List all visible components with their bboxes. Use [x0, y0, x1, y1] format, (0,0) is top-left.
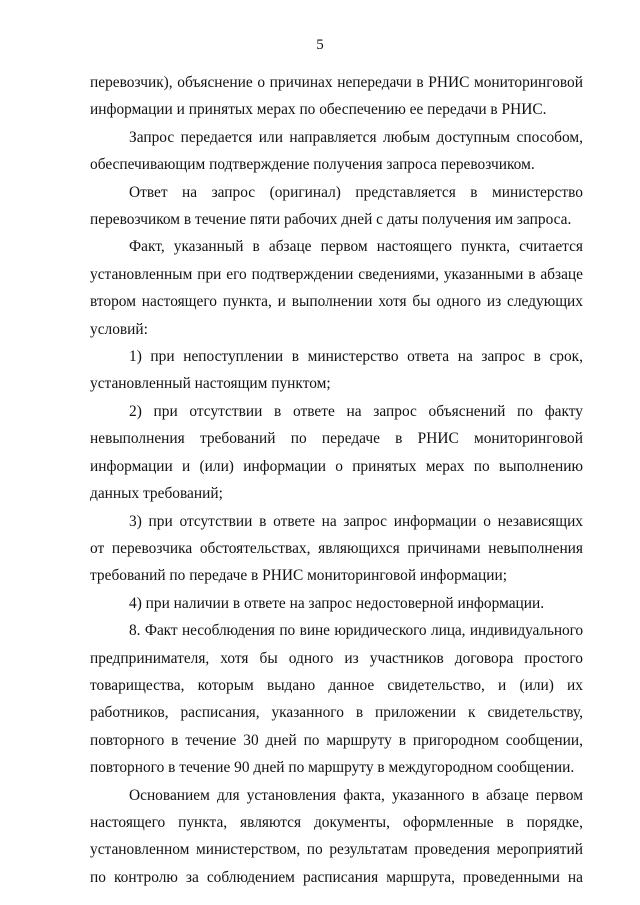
text-line: данных требований; [90, 485, 223, 503]
text-line: Ответ на запрос (оригинал) представляется в министерство [129, 183, 583, 201]
text-line: установленным при его подтверждении сведениями, указанными в абзаце [90, 265, 583, 283]
text-line: информации и принятых мерах по обеспечению ее передачи в РНИС. [90, 101, 547, 119]
document-body [90, 69, 583, 891]
text-line: невыполнения требований по передаче в РНИС мониторинговой [90, 430, 583, 448]
text-line: 8. Факт несоблюдения по вине юридического лица, индивидуального [129, 622, 583, 640]
text-line: повторного в течение 90 дней по маршруту в междугородном сообщении. [90, 759, 575, 777]
text-line: по контролю за соблюдением расписания маршрута, проведенными на [90, 868, 583, 886]
text-line: товарищества, которым выдано данное свидетельство, и (или) их [90, 676, 583, 694]
text-line: настоящего пункта, являются документы, оформленные в порядке, [90, 813, 583, 831]
text-line: 3) при отсутствии в ответе на запрос информации о независящих [129, 512, 583, 530]
text-line: Основанием для установления факта, указанного в абзаце первом [129, 786, 583, 804]
text-line: Запрос передается или направляется любым доступным способом, [129, 128, 583, 146]
text-line: перевозчиком в течение пяти рабочих дней с даты получения им запроса. [90, 211, 572, 229]
text-line: 1) при непоступлении в министерство ответа на запрос в срок, [129, 348, 583, 366]
text-line: установленный настоящим пунктом; [90, 375, 331, 393]
text-line: обеспечивающим подтверждение получения запроса перевозчиком. [90, 156, 535, 174]
text-line: информации и (или) информации о принятых мерах по выполнению [90, 457, 583, 475]
text-line: 4) при наличии в ответе на запрос недостоверной информации. [129, 594, 545, 612]
text-line: установленном министерством, по результатам проведения мероприятий [90, 841, 583, 859]
text-line: повторного в течение 30 дней по маршруту в пригородном сообщении, [90, 731, 583, 749]
text-line: от перевозчика обстоятельствах, являющихся причинами невыполнения [90, 539, 583, 557]
text-line: перевозчик), объяснение о причинах непередачи в РНИС мониторинговой [90, 74, 583, 91]
text-line: втором настоящего пункта, и выполнении хотя бы одного из следующих [90, 293, 583, 311]
text-line: работников, расписания, указанного в приложении к свидетельству, [90, 704, 583, 722]
text-line: 2) при отсутствии в ответе на запрос объяснений по факту [129, 402, 583, 420]
page-number: 5 [316, 37, 324, 53]
text-line: условий: [90, 320, 148, 338]
text-line: Факт, указанный в абзаце первом настоящего пункта, считается [129, 238, 583, 256]
text-line: требований по передаче в РНИС мониторинговой информации; [90, 567, 507, 585]
text-line: предпринимателя, хотя бы одного из участников договора простого [90, 649, 583, 667]
